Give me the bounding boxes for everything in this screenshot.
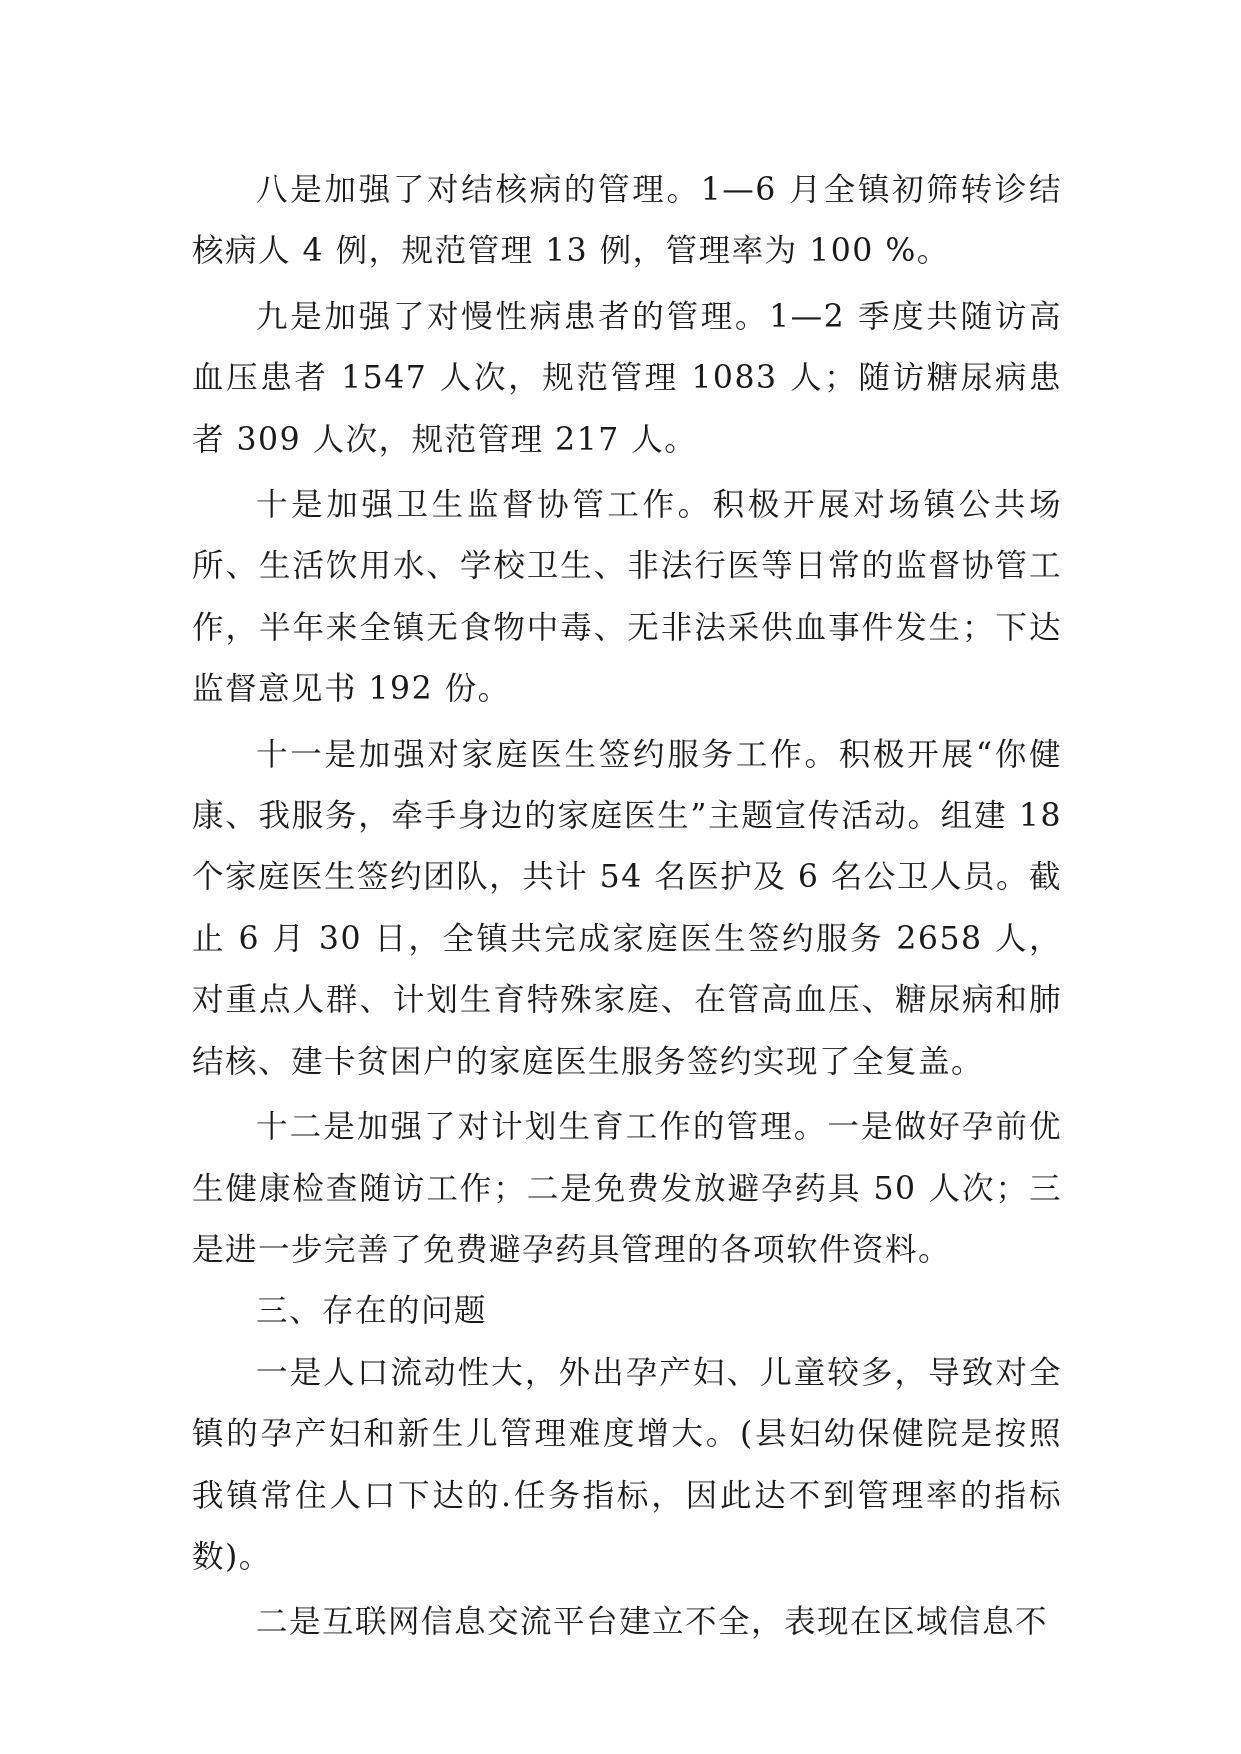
paragraph-family-planning: 十二是加强了对计划生育工作的管理。一是做好孕前优生健康检查随访工作；二是免费发放避孕药具 50 人次；三是进一步完善了免费避孕药具管理的各项软件资料。 [192,1109,1062,1268]
paragraph-health-supervision: 十是加强卫生监督协管工作。积极开展对场镇公共场所、生活饮用水、学校卫生、非法行医等日常的监督协管工作，半年来全镇无食物中毒、无非法采供血事件发生；下达监督意见书 192 份。 [192,487,1062,708]
paragraph-chronic-disease: 九是加强了对慢性病患者的管理。1—2 季度共随访高血压患者 1547 人次，规范管理 1083 人；随访糖尿病患者 309 人次，规范管理 217 人。 [192,298,1062,458]
paragraph-problem-one: 一是人口流动性大，外出孕产妇、儿童较多，导致对全镇的孕产妇和新生儿管理难度增大。(县妇幼保健院是按照我镇常住人口下达的.任务指标，因此达不到管理率的指标数)。 [192,1354,1062,1575]
paragraph-tuberculosis: 八是加强了对结核病的管理。1—6 月全镇初筛转诊结核病人 4 例，规范管理 13 例，管理率为 100 %。 [192,172,1062,270]
section-heading-problems: 三、存在的问题 [256,1293,488,1330]
paragraph-family-doctor: 十一是加强对家庭医生签约服务工作。积极开展“你健康、我服务，牵手身边的家庭医生”主题宣传活动。组建 18 个家庭医生签约团队，共计 54 名医护及 6 名公卫人员。截止 6 月 30 日，全镇共完成家庭医生签约服务 2658 人，对重点人群、计划生育特殊家庭、在管高血压、糖尿病和肺结核、建卡贫困户的家庭医生服务签约实现了全复盖。 [192,736,1062,1080]
paragraph-problem-two: 二是互联网信息交流平台建立不全，表现在区域信息不 [256,1604,1049,1641]
document-body [192,160,1062,1654]
